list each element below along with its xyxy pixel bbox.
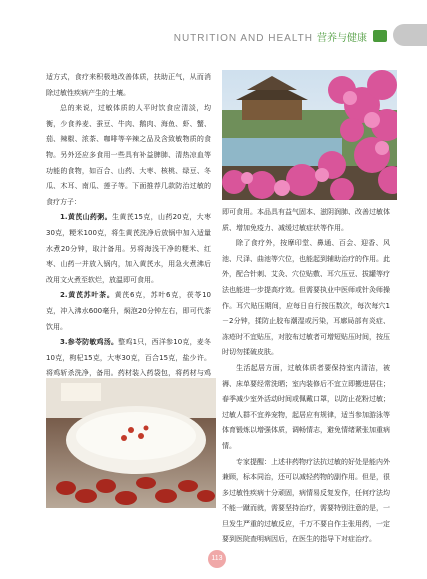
page-number: 113 <box>208 550 226 568</box>
left-column <box>46 70 211 413</box>
recipe-text: 生黄芪15克，山药20克，大枣30克，粳米100克，将生黄芪洗净后放锅中加入适量水煮20分钟，取汁备用。另将海浅干净的粳米、红枣、山药一并放入锅内，加入黄芪水，用急火煮沸后改用文火煮至软烂，放温即可食用。 <box>46 213 211 284</box>
recipe-1 <box>46 210 211 288</box>
paragraph: 适方式，食疗来积极地改善体质，扶助正气，从而消除过敏性疾病产生的土壤。 <box>46 73 211 97</box>
recipe-2 <box>46 288 211 335</box>
paragraph: 除了食疗外，按摩印堂、鼻通、百会、迎香、风池、尺泽、曲池等穴位，也能起到辅助治疗的作用。此外，配合针刺、艾灸、穴位贴敷、耳穴压豆、拔罐等疗法也能进一步提高疗效。但需要执业中医师或针灸师操作。耳穴贴压期间，应每日自行按压数次，每次每穴1－2分钟，揉防止胶布潮湿或污染，耳廓局部有炎症、冻疮时不宜贴压，对胶布过敏者可增短贴压时间，按压时切勿揉破皮肤。 <box>222 239 390 357</box>
header-tab <box>393 24 427 46</box>
paragraph: 生活起居方面，过敏体质者要保持室内清洁，被褥、床单要经常洗晒；室内装修后不宜立即搬进居住；春季减少室外活动时间或佩戴口罩，以防止花粉过敏；过敏人群不宜养宠物，起居应有规律，适当参加游泳等体育锻炼以增强体质，调畅情志，避免情绪紧张加重病情。 <box>222 363 390 450</box>
recipe-title: 3.参苓防敏鸡汤。 <box>60 338 119 347</box>
header-accent-bar <box>373 30 387 42</box>
photo-porridge-bowl <box>46 378 216 508</box>
paragraph: 总的来说，过敏体质的人平时饮食应清淡，均衡，少食养麦、蚕豆、牛肉、鹅肉、海鱼、虾、蟹、茄、辣椒、浓茶、咖啡等辛辣之品及含致敏物质的食物。另外还应多食用一些具有补益脾肺、清热凉血等功能的食物，如百合、山药、大枣、核桃、绿豆、冬瓜、木耳、南瓜、莲子等。下面推荐几款防治过敏的食疗方子： <box>46 104 211 206</box>
porridge-scene <box>46 378 216 508</box>
recipe-text: 整鸡1只，西洋参10克，麦冬10克，枸杞15克，大枣30克，百合15克，盐少许。将鸡斩杀洗净，备用。药材装入药袋包，将药材与鸡 <box>46 338 211 378</box>
photo-plum-blossoms <box>222 70 397 200</box>
header-en-title: NUTRITION AND HEALTH <box>173 33 313 44</box>
recipe-text: 黄芪6克，苏叶6克，茯苓10克，冲入沸水600毫升，焖泡20分钟左右，即可代茶饮用。 <box>46 291 211 331</box>
running-header <box>174 29 367 44</box>
paragraph: 即可食用。本品具有益气固本、滋阴润肺、改善过敏体质、增加免疫力、减缓过敏症状等作用。 <box>222 208 390 232</box>
blossom-scene <box>222 70 397 200</box>
recipe-title: 1.黄芪山药粥。 <box>60 213 112 222</box>
header-cn-title: 营养与健康 <box>317 33 367 44</box>
right-column <box>222 205 390 548</box>
recipe-title: 2.黄芪苏叶茶。 <box>60 291 115 300</box>
paragraph: 专家提醒：上述非药物疗法抗过敏的好处是能内外兼顾，标本同治，还可以减轻药物的副作用。但是，很多过敏性疾病十分顽固，病情易反复发作，任何疗法均不能一蹴而就，需要坚持治疗，需要特别注意的是，一旦发生严重的过敏反应，千万不要自作主张用药，一定要到医院查明病因后，在医生的指导下对症治疗。 <box>222 457 390 544</box>
